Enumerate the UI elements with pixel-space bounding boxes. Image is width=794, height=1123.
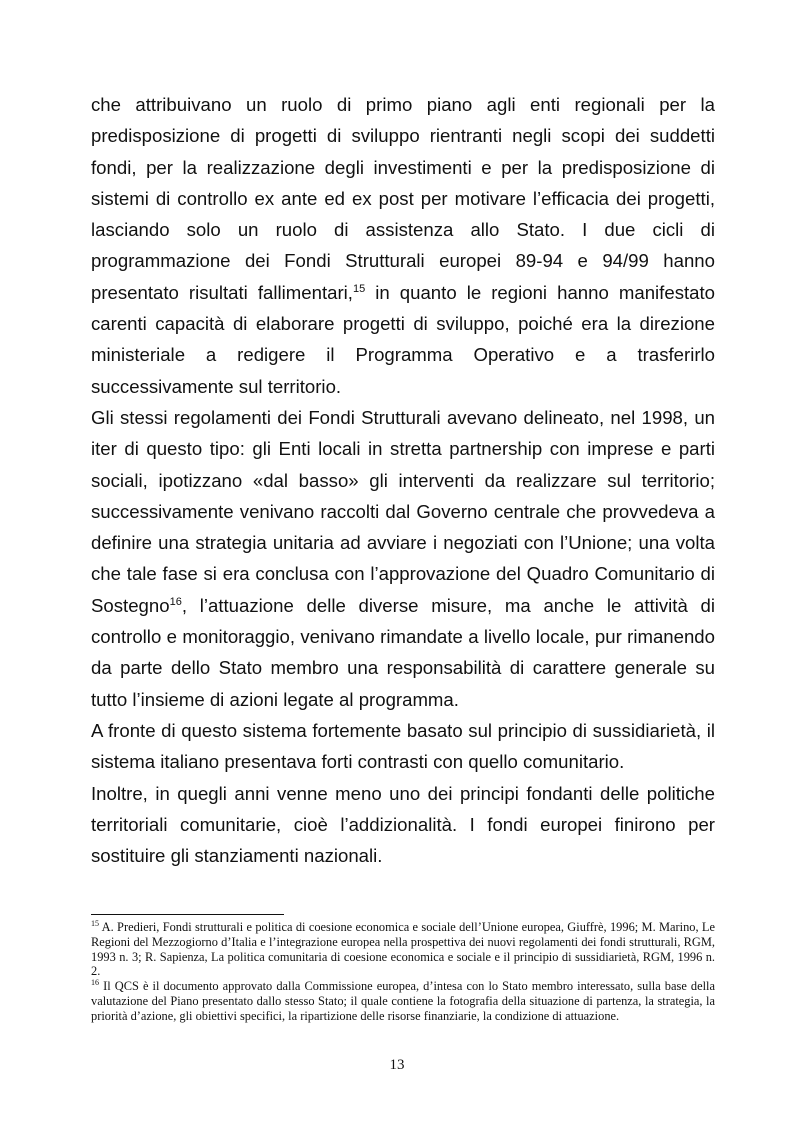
footnote-text: Il QCS è il documento approvato dalla Commissione europea, d’intesa con lo Stato membro interessato, sulla base della valutazione del Piano presentato dallo stesso Stato; il quale contiene la fotografia della situazione di partenza, la strategia, la priorità d’azione, gli obiettivi specifici, la ripartizione delle risorse finanziarie, la condizione di attuazione. bbox=[91, 979, 715, 1023]
paragraph-4: Inoltre, in quegli anni venne meno uno dei principi fondanti delle politiche territoriali comunitarie, cioè l’addizionalità. I fondi europei finirono per sostituire gli stanziamenti nazionali. bbox=[91, 782, 715, 867]
footnote-15 bbox=[91, 920, 715, 979]
paragraph-1 bbox=[91, 89, 715, 402]
footnote-ref-15: 15 bbox=[352, 282, 366, 295]
footnote-number: 16 bbox=[91, 978, 99, 988]
footnotes bbox=[91, 920, 715, 1024]
footnote-number: 15 bbox=[91, 919, 99, 928]
page-number: 13 bbox=[389, 1057, 405, 1073]
paragraph-3: A fronte di questo sistema fortemente basato sul principio di sussidiarietà, il sistema italiano presentava forti contrasti con quello comunitario. bbox=[91, 719, 715, 773]
paragraph-2-text-a: Gli stessi regolamenti dei Fondi Strutturali avevano delineato, nel 1998, un iter di questo tipo: gli Enti locali in stretta partnership con imprese e parti sociali, ipotizzano «dal basso» gli interventi da realizzare sul territorio; successivamente venivano raccolti dal Governo centrale che provvedeva a definire una strategia unitaria ad avviare i negoziati con l’Unione; una volta che tale fase si era conclusa con l’approvazione del Quadro Comunitario di Sostegno bbox=[91, 406, 715, 616]
paragraph-2-text-b: , l’attuazione delle diverse misure, ma anche le attività di controllo e monitoraggio, venivano rimandate a livello locale, pur rimanendo da parte dello Stato membro una responsabilità di carattere generale su tutto l’insieme di azioni legate al programma. bbox=[91, 594, 715, 710]
footnote-text: A. Predieri, Fondi strutturali e politica di coesione economica e sociale dell’Unione europea, Giuffrè, 1996; M. Marino, Le Regioni del Mezzogiorno d’Italia e l’integrazione europea nella prospettiva dei nuovi regolamenti dei fondi strutturali, RGM, 1993 n. 3; R. Sapienza, La politica comunitaria di coesione economica e sociale e il principio di sussidiarietà, RGM, 1996 n. 2. bbox=[91, 920, 715, 979]
paragraph-2 bbox=[91, 402, 715, 715]
paragraph-1-text-a: che attribuivano un ruolo di primo piano agli enti regionali per la predisposizione di progetti di sviluppo rientranti negli scopi dei suddetti fondi, per la realizzazione degli investimenti e per la predisposizione di sistemi di controllo ex ante ed ex post per motivare l’efficacia dei progetti, lasciando solo un ruolo di assistenza allo Stato. I due cicli di programmazione dei Fondi Strutturali europei 89-94 e 94/99 hanno presentato risultati fallimentari, bbox=[91, 94, 715, 303]
body-text bbox=[91, 89, 715, 871]
paragraph-1-text-b: in quanto le regioni hanno manifestato carenti capacità di elaborare progetti di sviluppo, poiché era la direzione ministeriale a redigere il Programma Operativo e a trasferirlo successivamente sul territorio. bbox=[91, 281, 715, 397]
footnote-16 bbox=[91, 979, 715, 1023]
footnote-ref-16: 16 bbox=[169, 595, 182, 608]
footnote-separator bbox=[91, 914, 284, 915]
